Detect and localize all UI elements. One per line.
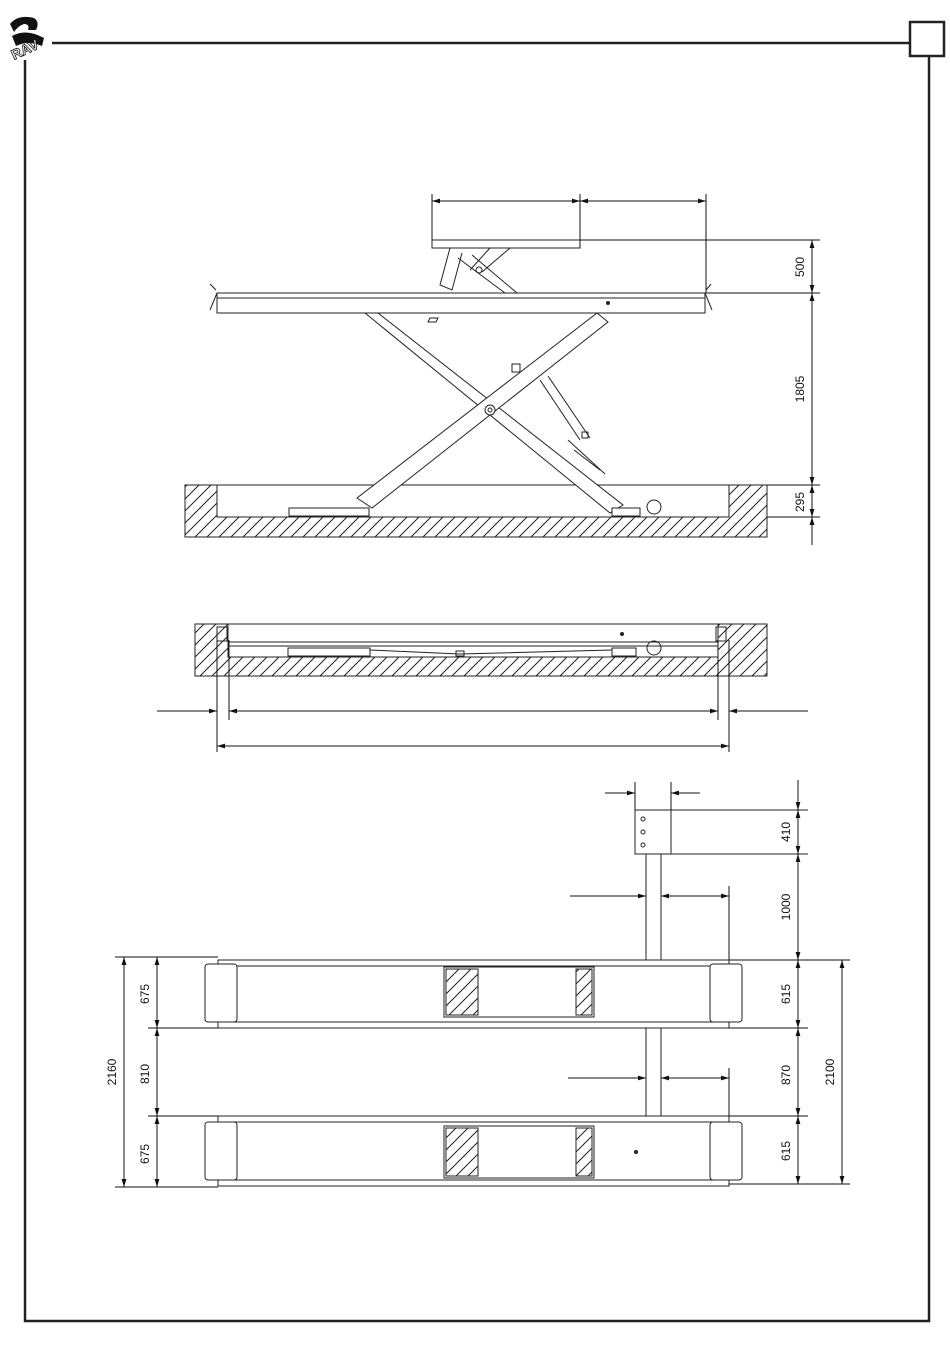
dim-right-total: 2100	[823, 1058, 837, 1086]
dim-total-width: 2160	[105, 1058, 119, 1086]
dim-right-gap: 870	[779, 1064, 793, 1086]
dim-left-gap: 810	[138, 1063, 152, 1085]
dim-pit-depth: 295	[793, 491, 807, 513]
dim-extension-height: 500	[793, 256, 807, 278]
dim-lift-height: 1805	[793, 375, 807, 403]
dim-right-platform-2: 615	[779, 1140, 793, 1162]
brand-logo	[9, 17, 44, 63]
dim-console-width: 410	[779, 821, 793, 843]
dim-left-platform: 675	[138, 983, 152, 1005]
lowered-view	[195, 624, 767, 676]
plan-view	[205, 810, 808, 1186]
side-view	[185, 240, 767, 537]
page-number-box	[910, 22, 944, 56]
logo-text: RAV	[8, 36, 42, 63]
dim-right-platform: 615	[779, 983, 793, 1005]
dim-left-platform-2: 675	[138, 1143, 152, 1165]
dim-console-distance: 1000	[779, 893, 793, 921]
